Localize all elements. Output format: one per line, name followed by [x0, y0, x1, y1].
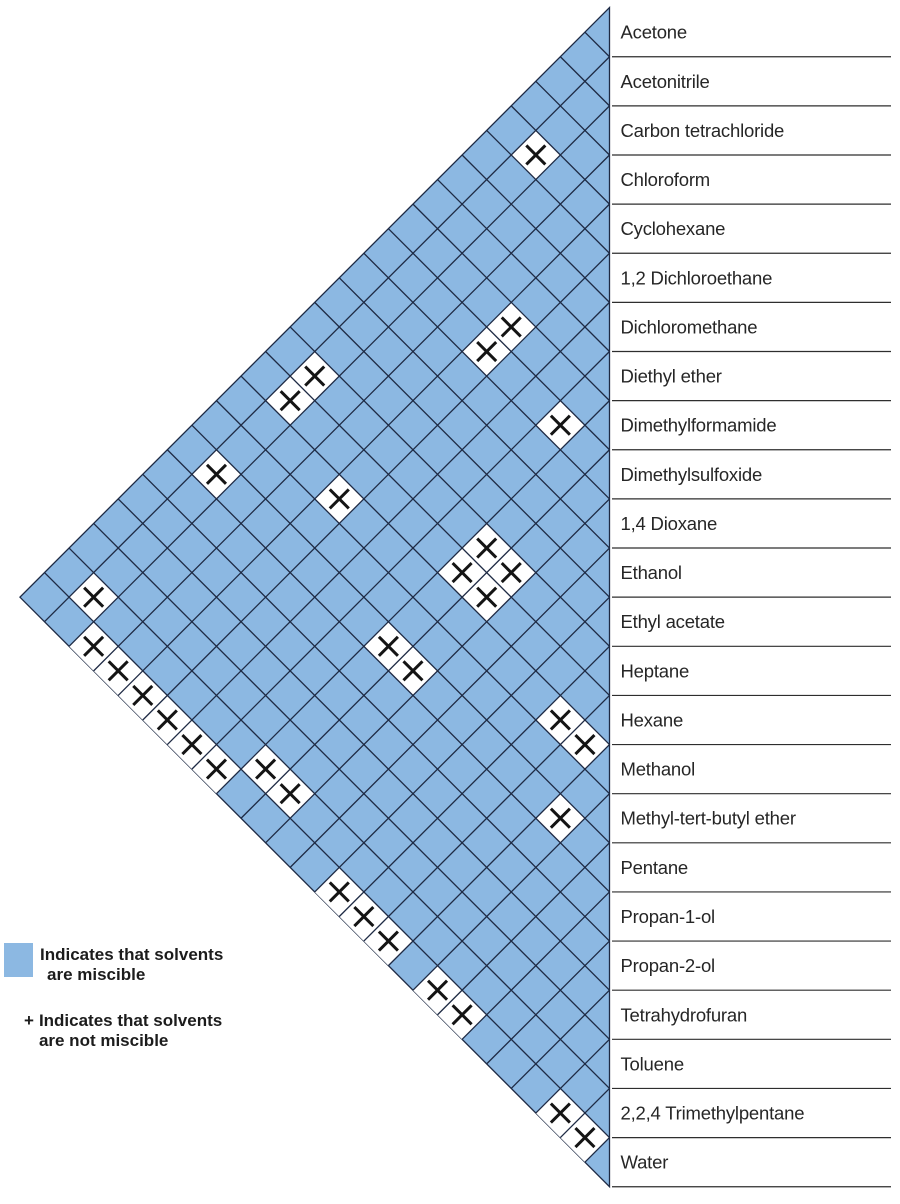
solvent-label-hexane: Hexane [620, 709, 684, 731]
solvent-label-pentane: Pentane [620, 856, 689, 878]
solvent-label-methyl-tert-butyl-ether: Methyl-tert-butyl ether [620, 807, 796, 829]
solvent-label-diethyl-ether: Diethyl ether [620, 365, 722, 387]
solvent-label-chloroform: Chloroform [620, 169, 710, 191]
solvent-label-1-2-dichloroethane: 1,2 Dichloroethane [620, 267, 773, 289]
legend-miscible-line2: are miscible [47, 964, 146, 984]
solvent-label-methanol: Methanol [620, 758, 696, 780]
legend-miscible-line1: Indicates that solvents [40, 945, 224, 964]
legend [4, 943, 284, 1050]
solvent-label-dimethylsulfoxide: Dimethylsulfoxide [620, 463, 763, 485]
solvent-label-water: Water [620, 1151, 669, 1173]
solvent-label-ethyl-acetate: Ethyl acetate [620, 611, 725, 633]
legend-not-miscible-line2: are not miscible [38, 1030, 169, 1050]
solvent-label-acetone: Acetone [620, 21, 687, 43]
solvent-label-1-4-dioxane: 1,4 Dioxane [620, 512, 718, 534]
legend-miscible-text [40, 943, 223, 984]
solvent-label-dimethylformamide: Dimethylformamide [620, 414, 777, 436]
solvent-label-ethanol: Ethanol [620, 562, 682, 584]
solvent-label-2-2-4-trimethylpentane: 2,2,4 Trimethylpentane [620, 1102, 805, 1124]
legend-miscible-entry [4, 943, 284, 984]
solvent-label-cyclohexane: Cyclohexane [620, 218, 726, 240]
solvent-label-toluene: Toluene [620, 1053, 684, 1075]
solvent-label-carbon-tetrachloride: Carbon tetrachloride [620, 119, 785, 141]
solvent-label-acetonitrile: Acetonitrile [620, 70, 710, 92]
miscible-color-swatch [4, 943, 33, 977]
solvent-label-propan-1-ol: Propan-1-ol [620, 906, 715, 928]
legend-not-miscible-entry [4, 1011, 284, 1050]
solvent-label-dichloromethane: Dichloromethane [620, 316, 758, 338]
solvent-label-heptane: Heptane [620, 660, 690, 682]
solvent-label-propan-2-ol: Propan-2-ol [620, 955, 715, 977]
solvent-label-tetrahydrofuran: Tetrahydrofuran [620, 1004, 748, 1026]
legend-not-miscible-text [39, 1011, 222, 1050]
legend-not-miscible-line1: Indicates that solvents [38, 1011, 223, 1030]
plus-symbol: + [24, 1011, 34, 1030]
